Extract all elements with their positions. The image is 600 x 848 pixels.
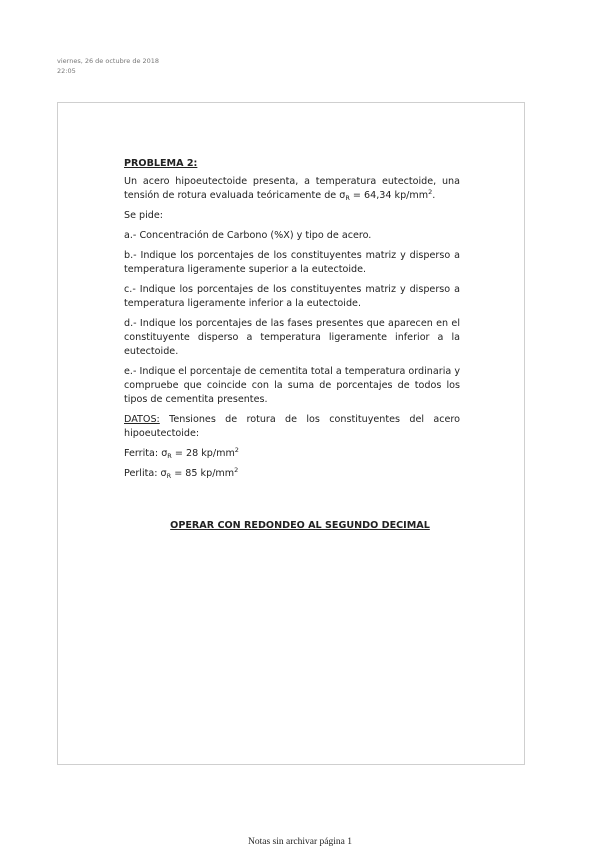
problem-title: PROBLEMA 2: xyxy=(124,158,198,169)
question-c: c.- Indique los porcentajes de los constituyentes matriz y disperso a temperatura ligeramente inferior a la eutectoide. xyxy=(124,284,460,309)
note-metadata xyxy=(57,56,159,76)
ferrita-subscript: R xyxy=(167,452,172,460)
ferrita-text-b: = 28 kp/mm xyxy=(171,448,235,459)
problem-content xyxy=(124,157,460,487)
note-time: 22:05 xyxy=(57,67,76,75)
question-e: e.- Indique el porcentaje de cementita total a temperatura ordinaria y compruebe que coincide con la suma de porcentajes de todos los tipos de cementita presentes. xyxy=(124,366,460,405)
datos-text: Tensiones de rotura de los constituyentes del acero hipoeutectoide: xyxy=(124,414,460,439)
question-d: d.- Indique los porcentajes de las fases presentes que aparecen en el constituyente disperso a temperatura ligeramente inferior a la eutectoide. xyxy=(124,318,460,357)
se-pide-label: Se pide: xyxy=(124,210,164,221)
datos-label: DATOS: xyxy=(124,414,160,425)
intro-superscript: 2 xyxy=(428,188,433,196)
intro-subscript: R xyxy=(345,194,350,202)
intro-text-b: = 64,34 kp/mm xyxy=(349,190,429,201)
ferrita-text-a: Ferrita: σ xyxy=(124,448,168,459)
ferrita-superscript: 2 xyxy=(234,446,239,454)
perlita-superscript: 2 xyxy=(234,466,239,474)
intro-text-a: Un acero hipoeutectoide presenta, a temperatura eutectoide, una tensión de rotura evaluada teóricamente de σ xyxy=(124,176,460,201)
perlita-text-a: Perlita: σ xyxy=(124,468,167,479)
datos-paragraph xyxy=(124,413,460,441)
question-b: b.- Indique los porcentajes de los constituyentes matriz y disperso a temperatura ligeramente superior a la eutectoide. xyxy=(124,250,460,275)
perlita-subscript: R xyxy=(166,472,172,480)
perlita-value xyxy=(124,467,460,481)
question-a: a.- Concentración de Carbono (%X) y tipo de acero. xyxy=(124,230,372,241)
page-footer: Notas sin archivar página 1 xyxy=(248,837,352,847)
perlita-text-b: = 85 kp/mm xyxy=(171,468,235,479)
rounding-note: OPERAR CON REDONDEO AL SEGUNDO DECIMAL xyxy=(170,520,430,531)
intro-text-c: . xyxy=(432,190,436,201)
ferrita-value xyxy=(124,447,460,461)
problem-intro xyxy=(124,175,460,203)
note-date: viernes, 26 de octubre de 2018 xyxy=(57,57,160,65)
